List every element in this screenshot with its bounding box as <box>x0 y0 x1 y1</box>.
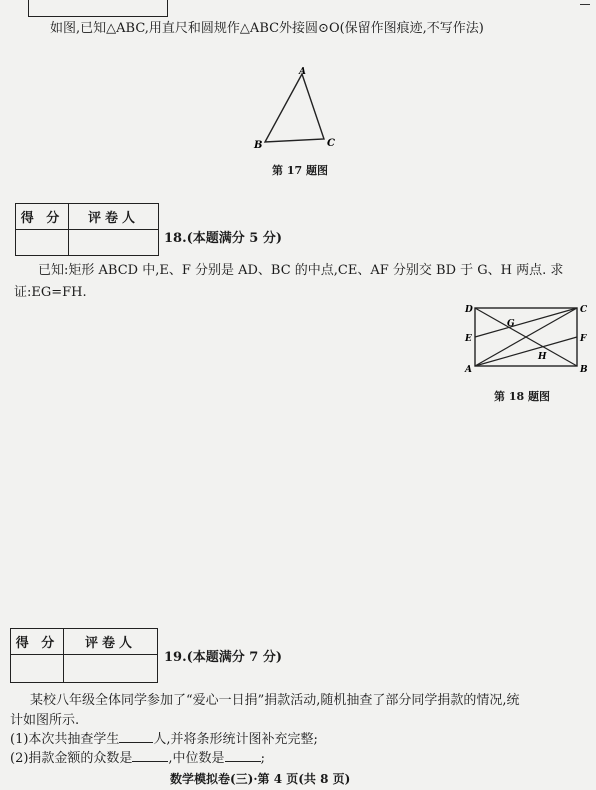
q19-grader-header: 评卷人 <box>64 629 158 655</box>
q19-sub1-prefix: (1)本次共抽查学生 <box>10 732 120 747</box>
top-right-mark <box>580 4 590 5</box>
q19-header: 19.(本题满分 7 分) <box>164 650 283 665</box>
q19-sub2 <box>10 750 265 768</box>
q19-sub1-suffix: 人,并将条形统计图补充完整; <box>153 732 318 747</box>
q17-triangle-figure <box>240 62 350 152</box>
previous-table-remnant <box>28 0 168 17</box>
q18-label-g: G <box>507 319 515 329</box>
page-footer: 数学模拟卷(三)·第 4 页(共 8 页) <box>170 772 351 786</box>
q18-grader-cell[interactable] <box>69 230 159 256</box>
q17-caption: 第 17 题图 <box>272 164 328 177</box>
q18-label-c: C <box>580 305 588 315</box>
q17-label-b: B <box>254 140 263 151</box>
q18-score-cell[interactable] <box>16 230 69 256</box>
q19-sub2-suffix: ; <box>260 751 265 766</box>
q18-caption: 第 18 题图 <box>494 390 550 403</box>
q17-prompt: 如图,已知△ABC,用直尺和圆规作△ABC外接圆⊙O(保留作图痕迹,不写作法) <box>50 21 484 36</box>
q18-label-d: D <box>465 305 473 315</box>
q19-sub1-blank[interactable] <box>119 742 153 743</box>
q19-line2: 计如图所示. <box>10 713 80 728</box>
q18-grader-header: 评卷人 <box>69 204 159 230</box>
q17-label-a: A <box>299 67 306 77</box>
q18-label-b: B <box>580 365 588 375</box>
q19-grader-cell[interactable] <box>64 655 158 683</box>
q18-label-e: E <box>465 334 472 344</box>
q19-line1: 某校八年级全体同学参加了“爱心一日捐”捐款活动,随机抽查了部分同学捐款的情况,统 <box>30 693 520 708</box>
q18-line2: 证:EG=FH. <box>14 285 87 300</box>
q17-label-c: C <box>327 138 335 149</box>
q19-sub1 <box>10 731 318 749</box>
q19-score-table <box>10 628 158 683</box>
q19-score-cell[interactable] <box>11 655 64 683</box>
q18-rectangle-figure <box>460 300 590 380</box>
q19-score-header: 得 分 <box>11 629 64 655</box>
q18-score-header: 得 分 <box>16 204 69 230</box>
q18-label-h: H <box>538 352 547 362</box>
q18-line1: 已知:矩形 ABCD 中,E、F 分别是 AD、BC 的中点,CE、AF 分别交 BD 于 G、H 两点. 求 <box>38 263 564 278</box>
q19-median-blank[interactable] <box>225 761 261 762</box>
q18-label-a: A <box>465 365 472 375</box>
q19-mode-blank[interactable] <box>132 761 168 762</box>
q18-score-table <box>15 203 159 256</box>
q18-label-f: F <box>580 334 587 344</box>
q19-sub2-middle: ,中位数是 <box>168 751 225 766</box>
q18-header: 18.(本题满分 5 分) <box>164 231 283 246</box>
q19-sub2-prefix: (2)捐款金额的众数是 <box>10 751 133 766</box>
